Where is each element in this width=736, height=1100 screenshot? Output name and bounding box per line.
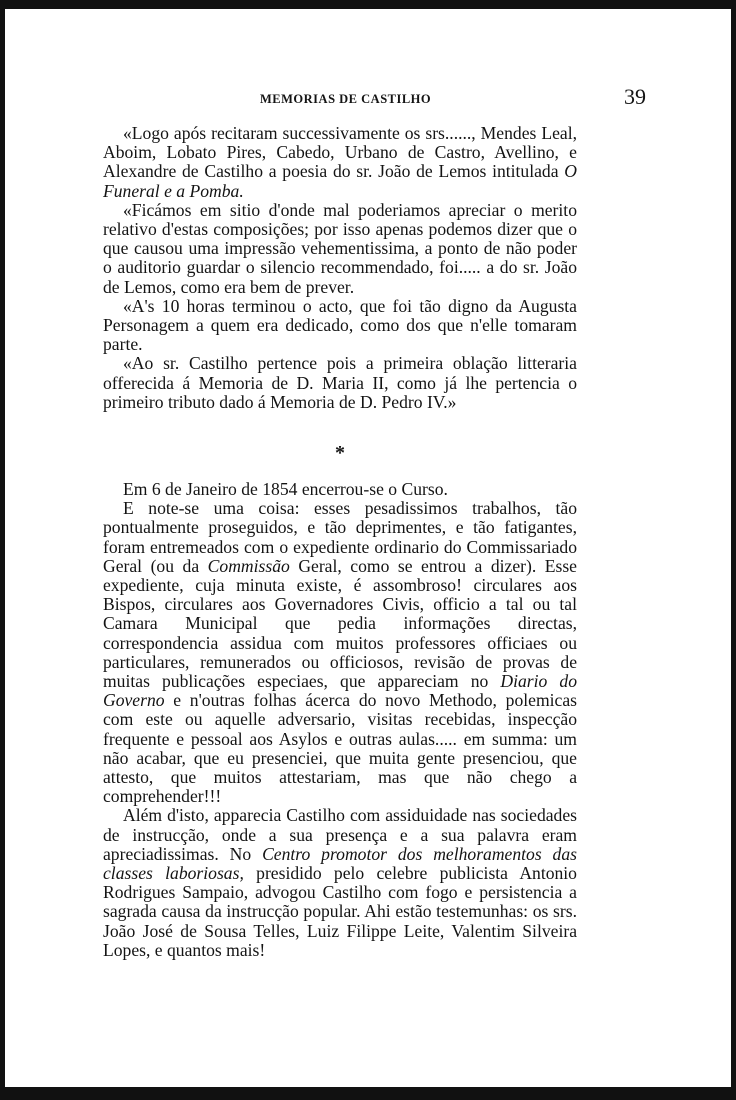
society-name: Centro promotor dos melhoramentos das classes laboriosas, [103, 843, 577, 884]
scan-border-left [0, 0, 5, 1100]
scan-border-top [0, 0, 736, 9]
scan-border-bottom [0, 1087, 736, 1100]
main-passage [103, 480, 577, 960]
page-header [100, 84, 646, 114]
running-head: MEMORIAS DE CASTILHO [260, 92, 432, 106]
quote-paragraph-2: «Ficámos em sitio d'onde mal poderiamos apreciar o merito relativo d'estas composições; por isso apenas podemos dizer que o que causou uma impressão vehementissima, a ponto de não poder o auditorio guardar o silencio recommendado, foi..... a do sr. João de Lemos, como era bem de prever. [103, 199, 577, 297]
body-paragraph-3: Além d'isto, apparecia Castilho com assiduidade nas sociedades de instrucção, onde a sua presença e a sua palavra eram apreciadissimas. No Centro promotor dos melhoramentos das classes laboriosas, presidido pelo celebre publicista Antonio Rodrigues Sampaio, advogou Castilho com fogo e persistencia a sagrada causa da instrucção popular. Ahi estão testemunhas: os srs. João José de Sousa Telles, Luiz Filippe Leite, Valentim Silveira Lopes, e quantos mais! [103, 805, 577, 960]
body-paragraph-2: E note-se uma coisa: esses pesadissimos trabalhos, tão pontualmente proseguidos, e tão deprimentes, e tão fatigantes, foram entremeados com o expediente ordinario do Commissariado Geral (ou da Commissão Geral, como se entrou a dizer). Esse expediente, cuja minuta existe, é assombroso! circulares aos Bispos, circulares aos Governadores Civis, officio a tal ou tal Camara Municipal que pedia informações directas, correspondencia assidua com muitos professores officiaes ou particulares, remunerados ou officiosos, revisão de provas de muitas publicações especiaes, que appareciam no Diario do Governo e n'outras folhas ácerca do novo Methodo, polemicas com este ou aquelle adversario, visitas recebidas, inspecção frequente e pessoal aos Asylos e outras aulas..... em summa: um não acabar, que eu presenciei, que muita gente presenciou, que attesto, que muitos attestariam, mas que não chego a comprehender!!! [103, 498, 577, 807]
quote-paragraph-1: «Logo após recitaram successivamente os srs......, Mendes Leal, Aboim, Lobato Pires, Cabedo, Urbano de Castro, Avellino, e Alexandre de Castilho a poesia do sr. João de Lemos intitulada O Funeral e a Pomba. [103, 123, 577, 201]
scan-border-right [731, 0, 736, 1100]
body-paragraph-1: Em 6 de Janeiro de 1854 encerrou-se o Curso. [123, 479, 448, 499]
quote-paragraph-4: «Ao sr. Castilho pertence pois a primeira oblação litteraria offerecida á Memoria de D. Maria II, como já lhe pertencia o primeiro tributo dado á Memoria de D. Pedro IV.» [103, 353, 577, 412]
section-separator: * [335, 442, 345, 464]
poem-title: O Funeral e a Pomba. [103, 161, 577, 201]
newspaper-title: Diario do Governo [103, 671, 577, 711]
quoted-passage [103, 124, 577, 412]
quote-paragraph-3: «A's 10 horas terminou o acto, que foi tão digno da Augusta Personagem a quem era dedicado, como dos que n'elle tomaram parte. [103, 295, 577, 355]
page-number: 39 [624, 84, 646, 109]
